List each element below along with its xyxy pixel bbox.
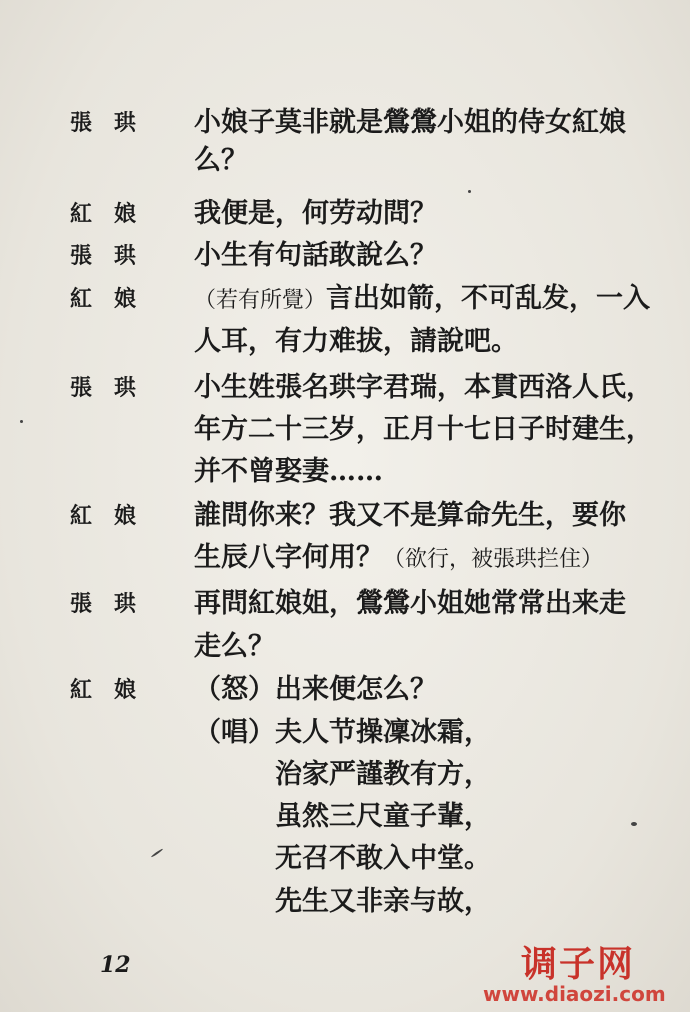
speaker-name: 紅 娘	[70, 286, 137, 312]
dialogue-text: 并不曾娶妻……	[194, 456, 383, 487]
dialogue-line	[0, 670, 690, 710]
dialogue-line	[0, 279, 690, 319]
dialogue-line	[0, 538, 690, 578]
stage-direction: （若有所覺）	[194, 288, 327, 313]
dialogue-text: 我便是，何劳动問？	[194, 198, 437, 229]
print-speck	[468, 190, 471, 193]
dialogue-text: 再問紅娘姐，鶯鶯小姐她常常出来走	[194, 588, 626, 619]
dialogue-text: 小娘子莫非就是鶯鶯小姐的侍女紅娘	[194, 107, 626, 138]
speaker-name: 紅 娘	[70, 677, 137, 703]
song-line	[0, 882, 690, 922]
speaker-name: 張 珙	[70, 110, 137, 136]
dialogue-text: 小生姓張名珙字君瑞，本貫西洛人氏，	[194, 372, 653, 403]
dialogue-line	[0, 236, 690, 276]
dialogue-line	[0, 194, 690, 234]
song-line	[0, 713, 690, 753]
watermark-url: www.diaozi.com	[483, 982, 666, 1006]
dialogue-line	[0, 103, 690, 143]
dialogue-line	[0, 141, 690, 181]
dialogue-line	[0, 322, 690, 362]
stage-direction: （欲行，被張珙拦住）	[383, 547, 604, 572]
speaker-name: 張 珙	[70, 591, 137, 617]
dialogue-text	[194, 279, 650, 321]
dialogue-line	[0, 452, 690, 492]
dialogue-line	[0, 496, 690, 536]
print-speck	[20, 420, 23, 423]
speaker-name: 張 珙	[70, 243, 137, 269]
speaker-name: 紅 娘	[70, 201, 137, 227]
dialogue-line	[0, 410, 690, 450]
song-line	[0, 755, 690, 795]
song-text: 治家严謹教有方，	[194, 759, 491, 790]
dialogue-line	[0, 368, 690, 408]
song-text: 无召不敢入中堂。	[194, 843, 491, 874]
dialogue-text: 么？	[194, 145, 248, 176]
dialogue-text: 小生有句話敢說么？	[194, 240, 437, 271]
dialogue-text: 誰問你来？我又不是算命先生，要你	[194, 500, 626, 531]
song-line	[0, 797, 690, 837]
song-text: 先生又非亲与故，	[194, 886, 491, 917]
dialogue-line	[0, 584, 690, 624]
dialogue-text: 人耳，有力难拔，請說吧。	[194, 326, 518, 357]
speaker-name: 紅 娘	[70, 503, 137, 529]
dialogue-text	[194, 538, 603, 580]
dialogue-line	[0, 627, 690, 667]
dialogue-text: 年方二十三岁，正月十七日子时建生，	[194, 414, 653, 445]
speaker-name: 張 珙	[70, 375, 137, 401]
song-text: （唱）夫人节操凜冰霜，	[194, 717, 491, 748]
print-speck	[631, 822, 637, 826]
dialogue-text-body: 言出如箭，不可乱发，一入	[326, 283, 651, 314]
page-number: 12	[100, 952, 131, 978]
dialogue-text-body: 生辰八字何用？	[194, 542, 383, 573]
song-line	[0, 839, 690, 879]
watermark-site-name: 调子网	[521, 944, 636, 985]
dialogue-text: （怒）出来便怎么？	[194, 674, 437, 705]
dialogue-text: 走么？	[194, 631, 275, 662]
song-text: 虽然三尺童子輩，	[194, 801, 491, 832]
